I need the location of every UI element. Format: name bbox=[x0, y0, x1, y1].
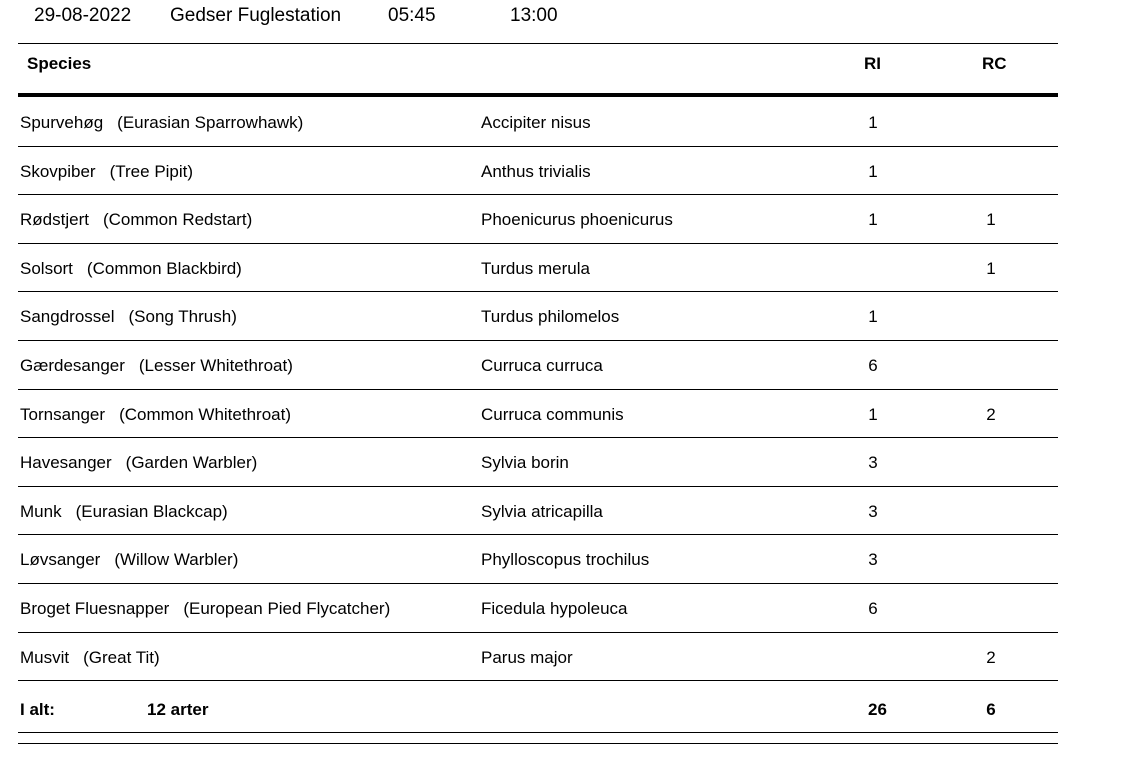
column-header-ri: RI bbox=[864, 54, 881, 73]
scientific-name: Ficedula hypoleuca bbox=[481, 599, 628, 618]
scientific-name: Parus major bbox=[481, 647, 573, 667]
header-top-divider bbox=[18, 43, 1058, 44]
table-row bbox=[18, 535, 1058, 584]
danish-name: Tornsanger bbox=[20, 404, 106, 424]
english-name: (Eurasian Blackcap) bbox=[75, 501, 228, 521]
table-row bbox=[18, 292, 1058, 341]
species-name bbox=[20, 113, 303, 133]
danish-name: Solsort bbox=[20, 258, 73, 278]
table-row bbox=[18, 438, 1058, 487]
table-row bbox=[18, 195, 1058, 244]
table-row bbox=[18, 147, 1058, 196]
english-name: (Common Redstart) bbox=[102, 210, 253, 230]
english-name: (Tree Pipit) bbox=[109, 161, 194, 181]
species-name bbox=[20, 453, 257, 473]
totals-label: I alt: bbox=[20, 700, 55, 719]
english-name: (Eurasian Sparrowhawk) bbox=[117, 113, 304, 132]
danish-name: Broget Fluesnapper bbox=[20, 599, 170, 618]
danish-name: Gærdesanger bbox=[20, 356, 125, 375]
table-row bbox=[18, 98, 1058, 147]
table-row bbox=[18, 633, 1058, 682]
danish-name: Munk bbox=[20, 501, 62, 521]
table-row bbox=[18, 244, 1058, 293]
report-date: 29-08-2022 bbox=[34, 5, 132, 26]
danish-name: Spurvehøg bbox=[20, 113, 104, 132]
scientific-name: Curruca curruca bbox=[481, 356, 603, 375]
table-row bbox=[18, 487, 1058, 536]
rc-count: 2 bbox=[986, 647, 996, 667]
ri-count: 3 bbox=[868, 453, 878, 473]
english-name: (Great Tit) bbox=[83, 647, 160, 667]
danish-name: Rødstjert bbox=[20, 210, 89, 230]
totals-row bbox=[18, 685, 1058, 733]
rc-count: 2 bbox=[986, 404, 996, 424]
column-header-rc: RC bbox=[982, 54, 1007, 73]
english-name: (European Pied Flycatcher) bbox=[183, 599, 391, 618]
species-name bbox=[20, 550, 238, 570]
ri-count: 1 bbox=[868, 113, 878, 132]
scientific-name: Anthus trivialis bbox=[481, 161, 591, 181]
species-name bbox=[20, 210, 252, 230]
ri-count: 1 bbox=[868, 210, 878, 230]
rc-count: 1 bbox=[986, 210, 996, 230]
scientific-name: Phoenicurus phoenicurus bbox=[481, 210, 673, 230]
column-header-species: Species bbox=[27, 54, 92, 73]
english-name: (Song Thrush) bbox=[128, 307, 237, 327]
danish-name: Havesanger bbox=[20, 453, 112, 473]
table-row bbox=[18, 341, 1058, 390]
danish-name: Skovpiber bbox=[20, 161, 96, 181]
english-name: (Common Whitethroat) bbox=[119, 404, 291, 424]
scientific-name: Turdus merula bbox=[481, 258, 590, 278]
species-name bbox=[20, 307, 237, 327]
danish-name: Sangdrossel bbox=[20, 307, 115, 327]
species-name bbox=[20, 648, 160, 668]
station-name: Gedser Fuglestation bbox=[170, 5, 342, 26]
ri-count: 1 bbox=[868, 404, 878, 424]
totals-ri: 26 bbox=[868, 700, 887, 719]
scientific-name: Phylloscopus trochilus bbox=[481, 550, 650, 570]
english-name: (Lesser Whitethroat) bbox=[138, 356, 293, 375]
danish-name: Musvit bbox=[20, 647, 70, 667]
rc-count: 1 bbox=[986, 258, 996, 278]
english-name: (Garden Warbler) bbox=[125, 453, 258, 473]
species-name bbox=[20, 502, 228, 522]
ri-count: 6 bbox=[868, 599, 878, 618]
ri-count: 3 bbox=[868, 550, 878, 570]
ri-count: 6 bbox=[868, 356, 878, 375]
species-name bbox=[20, 405, 291, 425]
table-row bbox=[18, 390, 1058, 439]
scientific-name: Sylvia atricapilla bbox=[481, 501, 603, 521]
header-bottom-divider bbox=[18, 93, 1058, 97]
scientific-name: Curruca communis bbox=[481, 404, 624, 424]
ri-count: 1 bbox=[868, 161, 878, 181]
scientific-name: Turdus philomelos bbox=[481, 307, 620, 327]
english-name: (Common Blackbird) bbox=[86, 258, 242, 278]
species-name bbox=[20, 599, 390, 619]
scientific-name: Sylvia borin bbox=[481, 453, 569, 473]
start-time: 05:45 bbox=[388, 5, 436, 26]
english-name: (Willow Warbler) bbox=[114, 550, 239, 570]
table-row bbox=[18, 584, 1058, 633]
species-name bbox=[20, 356, 293, 376]
totals-rc: 6 bbox=[986, 700, 996, 719]
species-name bbox=[20, 162, 193, 182]
ri-count: 3 bbox=[868, 501, 878, 521]
totals-species-count: 12 arter bbox=[147, 700, 209, 719]
end-time: 13:00 bbox=[510, 5, 558, 26]
danish-name: Løvsanger bbox=[20, 550, 101, 570]
ri-count: 1 bbox=[868, 307, 878, 327]
footer-divider bbox=[18, 743, 1058, 744]
scientific-name: Accipiter nisus bbox=[481, 113, 591, 132]
species-name bbox=[20, 259, 242, 279]
